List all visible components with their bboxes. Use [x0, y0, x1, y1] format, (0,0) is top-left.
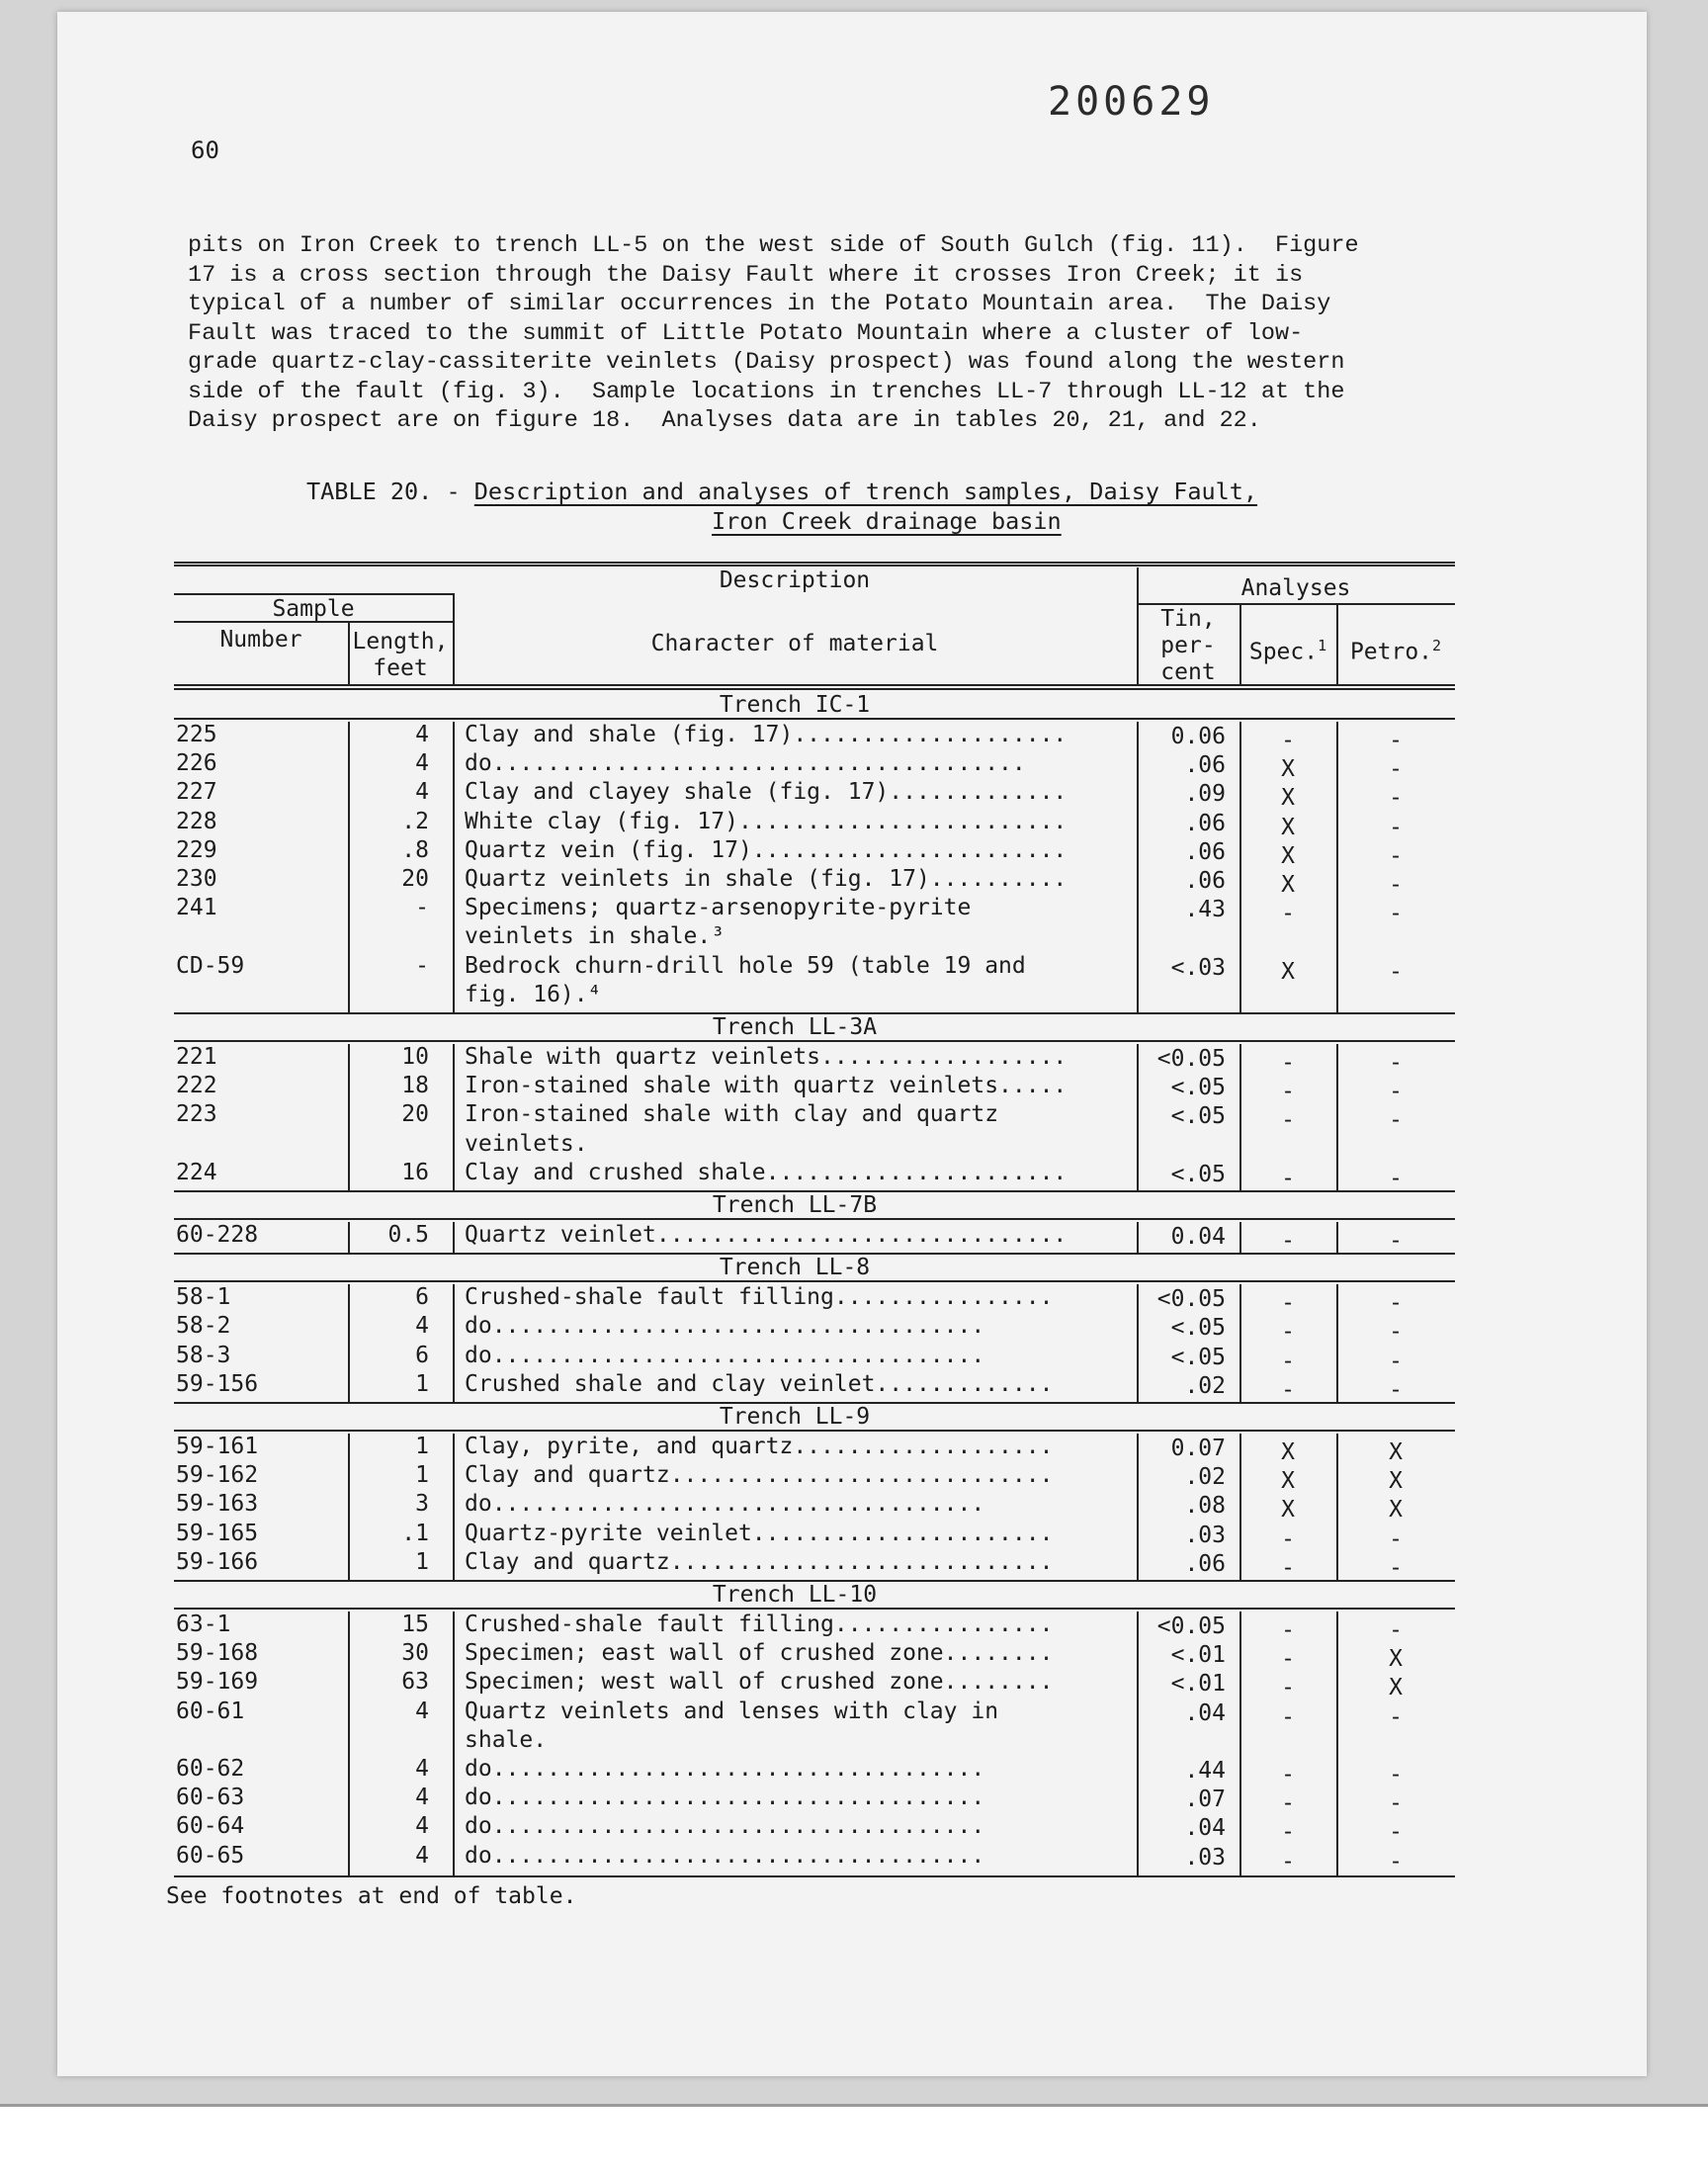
sample-length: - — [415, 895, 429, 921]
spec-analysis: - — [1281, 1079, 1295, 1105]
tin-percent: <.05 — [1170, 1161, 1226, 1187]
material-description: Crushed-shale fault filling................ — [465, 1284, 1054, 1311]
material-description: Crushed-shale fault filling................ — [465, 1612, 1054, 1637]
material-description: Crushed shale and clay veinlet............. — [465, 1370, 1054, 1397]
sample-length: 4 — [415, 1756, 429, 1782]
sample-length: 4 — [415, 750, 429, 777]
sample-length: 4 — [415, 779, 429, 806]
caption-line-1 — [306, 477, 1257, 506]
intro-line: side of the fault (fig. 3). Sample locations in trenches LL-7 through LL-12 at the — [188, 378, 1345, 405]
spec-analysis: X — [1281, 785, 1295, 812]
column-rule — [453, 1612, 455, 1875]
spec-analysis: X — [1281, 1497, 1295, 1524]
column-rule — [1137, 1434, 1139, 1580]
section-rule — [174, 1430, 1455, 1432]
spec-analysis: X — [1281, 756, 1295, 783]
header-bottom-rule — [174, 684, 1455, 686]
spec-analysis: - — [1281, 1348, 1295, 1374]
caption-line-2 — [712, 506, 1062, 536]
sample-number: 59-169 — [176, 1669, 259, 1696]
material-description: Clay and clayey shale (fig. 17)............. — [465, 779, 1068, 806]
column-rule — [348, 1222, 350, 1253]
header-sample: Sample — [272, 596, 355, 622]
sample-number: CD-59 — [176, 952, 245, 979]
material-description: Specimen; west wall of crushed zone........ — [465, 1669, 1054, 1696]
data-table — [166, 562, 1455, 1916]
sample-length: 15 — [401, 1612, 429, 1637]
section-heading: Trench IC-1 — [719, 692, 871, 718]
section-heading: Trench LL-10 — [712, 1582, 878, 1608]
petro-analysis: - — [1389, 814, 1403, 840]
analyses-rule — [1137, 603, 1455, 605]
tin-percent: .06 — [1184, 752, 1226, 779]
sample-length: .8 — [401, 836, 429, 863]
column-rule — [1336, 722, 1338, 1012]
header-length-1: Length, — [352, 629, 449, 654]
column-rule — [1336, 1434, 1338, 1580]
sample-number: 224 — [176, 1159, 217, 1185]
material-description: veinlets in shale.³ — [465, 923, 726, 950]
column-rule — [1336, 1044, 1338, 1190]
petro-analysis: - — [1389, 728, 1403, 753]
section-heading: Trench LL-7B — [712, 1192, 878, 1218]
sample-length: 30 — [401, 1640, 429, 1667]
caption-title-1: Description and analyses of trench samples, Daisy Fault, — [473, 478, 1258, 505]
spec-analysis: - — [1281, 1050, 1295, 1076]
table-top-rule — [174, 562, 1455, 564]
intro-line: Fault was traced to the summit of Little Potato Mountain where a cluster of low- — [188, 319, 1304, 347]
sample-length: 6 — [415, 1284, 429, 1311]
material-description: Clay and crushed shale...................... — [465, 1159, 1068, 1185]
sample-length: 4 — [415, 1698, 429, 1724]
material-description: Quartz veinlets in shale (fig. 17).......... — [465, 866, 1068, 892]
sample-number: 59-168 — [176, 1640, 259, 1667]
sample-number: 59-156 — [176, 1370, 259, 1397]
header-spec — [1239, 633, 1336, 665]
document-stamp: 200629 — [1048, 79, 1215, 125]
petro-analysis: - — [1389, 1819, 1403, 1846]
sample-number: 58-2 — [176, 1313, 231, 1340]
tin-percent: <.03 — [1170, 954, 1226, 981]
petro-analysis: - — [1389, 1376, 1403, 1403]
tin-percent: .06 — [1184, 810, 1226, 836]
tin-percent: .06 — [1184, 868, 1226, 894]
petro-analysis: - — [1389, 785, 1403, 812]
column-rule — [1336, 1222, 1338, 1253]
sample-length: .2 — [401, 808, 429, 834]
sample-length: 6 — [415, 1342, 429, 1368]
sample-number: 59-161 — [176, 1434, 259, 1459]
column-rule — [1137, 1044, 1139, 1190]
petro-analysis: X — [1389, 1497, 1403, 1524]
sample-rule — [174, 593, 453, 595]
column-rule — [348, 722, 350, 1012]
petro-analysis: - — [1389, 1617, 1403, 1643]
spec-analysis: - — [1281, 1525, 1295, 1552]
header-spec-footnote: 1 — [1318, 637, 1327, 654]
material-description: do....................................... — [465, 750, 1026, 777]
tin-percent: .02 — [1184, 1464, 1226, 1491]
tin-percent: .07 — [1184, 1786, 1226, 1813]
section-rule — [174, 1608, 1455, 1610]
tin-percent: .44 — [1184, 1758, 1226, 1784]
column-rule — [1239, 1434, 1241, 1580]
tin-percent: .04 — [1184, 1815, 1226, 1842]
petro-analysis: - — [1389, 1050, 1403, 1076]
spec-analysis: X — [1281, 842, 1295, 869]
petro-analysis: - — [1389, 1079, 1403, 1105]
sample-number: 228 — [176, 808, 217, 834]
sample-number: 60-61 — [176, 1698, 245, 1724]
petro-analysis: - — [1389, 1290, 1403, 1317]
sample-number: 58-3 — [176, 1342, 231, 1368]
spec-analysis: - — [1281, 1819, 1295, 1846]
material-description: Clay and quartz............................ — [465, 1548, 1054, 1575]
sample-number: 226 — [176, 750, 217, 777]
tin-percent: 0.06 — [1170, 724, 1226, 749]
intro-line: 17 is a cross section through the Daisy Fault where it crosses Iron Creek; it is — [188, 261, 1304, 289]
intro-line: Daisy prospect are on figure 18. Analyses data are in tables 20, 21, and 22. — [188, 407, 1261, 434]
tin-percent: .06 — [1184, 838, 1226, 865]
petro-analysis: - — [1389, 1703, 1403, 1730]
sample-number: 60-65 — [176, 1842, 245, 1869]
sample-length: 1 — [415, 1548, 429, 1575]
column-rule — [348, 1284, 350, 1402]
header-petro — [1336, 633, 1455, 665]
column-rule — [453, 1222, 455, 1253]
sample-length: 1 — [415, 1462, 429, 1489]
column-rule — [1137, 1284, 1139, 1402]
material-description: White clay (fig. 17)........................ — [465, 808, 1068, 834]
column-rule — [348, 1612, 350, 1875]
material-description: do.................................... — [465, 1342, 985, 1368]
section-rule — [174, 1040, 1455, 1042]
column-rule — [453, 1044, 455, 1190]
petro-analysis: - — [1389, 1848, 1403, 1874]
material-description: Quartz-pyrite veinlet...................... — [465, 1520, 1054, 1546]
header-spec-label: Spec. — [1248, 639, 1319, 665]
header-character: Character of material — [650, 631, 939, 656]
bottom-strip — [0, 2104, 1708, 2178]
petro-analysis: - — [1389, 1554, 1403, 1581]
header-number: Number — [219, 627, 302, 653]
tin-percent: .03 — [1184, 1844, 1226, 1871]
header-tin-3: cent — [1160, 659, 1216, 685]
petro-analysis: X — [1389, 1675, 1403, 1701]
material-description: veinlets. — [465, 1130, 588, 1157]
intro-line: grade quartz-clay-cassiterite veinlets (Daisy prospect) was found along the western — [188, 349, 1345, 376]
intro-line: pits on Iron Creek to trench LL-5 on the west side of South Gulch (fig. 11). Figure — [188, 232, 1359, 259]
sample-length: 20 — [401, 1101, 429, 1128]
header-analyses: Analyses — [1240, 575, 1351, 601]
material-description: Quartz vein (fig. 17)....................... — [465, 836, 1068, 863]
spec-analysis: - — [1281, 901, 1295, 927]
sample-length: 16 — [401, 1159, 429, 1185]
tin-percent: .06 — [1184, 1550, 1226, 1577]
column-rule — [453, 722, 455, 1012]
section-heading: Trench LL-8 — [719, 1255, 871, 1281]
sample-number: 59-166 — [176, 1548, 259, 1575]
sample-number: 60-64 — [176, 1813, 245, 1840]
sample-number: 60-63 — [176, 1785, 245, 1811]
tin-percent: .43 — [1184, 897, 1226, 923]
material-description: Quartz veinlets and lenses with clay in — [465, 1698, 999, 1724]
sample-number: 223 — [176, 1101, 217, 1128]
sample-number: 60-62 — [176, 1756, 245, 1782]
column-rule — [1336, 1284, 1338, 1402]
sample-length: 10 — [401, 1044, 429, 1070]
material-description: Iron-stained shale with quartz veinlets..... — [465, 1073, 1068, 1099]
column-rule — [1239, 1284, 1241, 1402]
sample-number: 60-228 — [176, 1222, 259, 1248]
tin-percent: <0.05 — [1156, 1046, 1226, 1072]
sample-number: 59-162 — [176, 1462, 259, 1489]
tin-percent: <.05 — [1170, 1315, 1226, 1342]
column-rule — [348, 1044, 350, 1190]
column-rule — [453, 1434, 455, 1580]
sample-length: .1 — [401, 1520, 429, 1546]
sample-length: 1 — [415, 1370, 429, 1397]
petro-analysis: - — [1389, 1165, 1403, 1191]
tin-percent: <.01 — [1170, 1671, 1226, 1698]
sample-length: 63 — [401, 1669, 429, 1696]
material-description: do.................................... — [465, 1756, 985, 1782]
tin-percent: .08 — [1184, 1493, 1226, 1520]
sample-length: 3 — [415, 1491, 429, 1518]
header-description: Description — [719, 567, 871, 593]
spec-analysis: - — [1281, 1646, 1295, 1673]
material-description: Clay and quartz............................ — [465, 1462, 1054, 1489]
header-tin-1: Tin, — [1160, 606, 1216, 632]
sample-length: 20 — [401, 866, 429, 892]
material-description: do.................................... — [465, 1313, 985, 1340]
petro-analysis: X — [1389, 1468, 1403, 1495]
spec-analysis: - — [1281, 1790, 1295, 1817]
sample-number: 59-165 — [176, 1520, 259, 1546]
column-rule — [1239, 1044, 1241, 1190]
sample-number: 63-1 — [176, 1612, 231, 1637]
petro-analysis: - — [1389, 1525, 1403, 1552]
petro-analysis: - — [1389, 1107, 1403, 1134]
material-description: do.................................... — [465, 1491, 985, 1518]
sample-number: 225 — [176, 722, 217, 747]
spec-analysis: X — [1281, 872, 1295, 898]
petro-analysis: - — [1389, 1228, 1403, 1254]
sample-length: 1 — [415, 1434, 429, 1459]
spec-analysis: - — [1281, 1554, 1295, 1581]
spec-analysis: X — [1281, 814, 1295, 840]
material-description: Bedrock churn-drill hole 59 (table 19 and — [465, 952, 1026, 979]
sample-length: 4 — [415, 1842, 429, 1869]
column-rule — [1137, 1612, 1139, 1875]
tin-percent: .09 — [1184, 781, 1226, 808]
tin-percent: <0.05 — [1156, 1286, 1226, 1313]
section-rule — [174, 718, 1455, 720]
tin-percent: <.05 — [1170, 1075, 1226, 1101]
spec-analysis: X — [1281, 958, 1295, 985]
sample-length: 4 — [415, 722, 429, 747]
section-heading: Trench LL-9 — [719, 1404, 871, 1430]
material-description: do.................................... — [465, 1842, 985, 1869]
column-rule — [348, 1434, 350, 1580]
header-tin-2: per- — [1160, 633, 1216, 658]
tin-percent: <0.05 — [1156, 1613, 1226, 1639]
tin-percent: <.01 — [1170, 1642, 1226, 1669]
petro-analysis: - — [1389, 958, 1403, 985]
tin-percent: <.05 — [1170, 1344, 1226, 1370]
material-description: do.................................... — [465, 1813, 985, 1840]
table-top-rule — [174, 565, 1455, 566]
material-description: Clay, pyrite, and quartz................... — [465, 1434, 1054, 1459]
header-bottom-rule — [174, 688, 1455, 690]
spec-analysis: X — [1281, 1439, 1295, 1465]
column-rule — [1137, 722, 1139, 1012]
petro-analysis: - — [1389, 842, 1403, 869]
spec-analysis: - — [1281, 1290, 1295, 1317]
caption-title-2: Iron Creek drainage basin — [712, 507, 1062, 535]
spec-analysis: - — [1281, 728, 1295, 753]
tin-percent: 0.04 — [1170, 1224, 1226, 1250]
petro-analysis: - — [1389, 756, 1403, 783]
column-rule — [453, 1284, 455, 1402]
spec-analysis: - — [1281, 1319, 1295, 1346]
tin-percent: .03 — [1184, 1522, 1226, 1548]
intro-paragraph — [188, 231, 1453, 436]
petro-analysis: - — [1389, 901, 1403, 927]
sample-number: 58-1 — [176, 1284, 231, 1311]
header-petro-footnote: 2 — [1432, 637, 1442, 654]
petro-analysis: - — [1389, 1319, 1403, 1346]
column-rule — [1239, 722, 1241, 1012]
tin-percent: <.05 — [1170, 1103, 1226, 1130]
spec-analysis: - — [1281, 1617, 1295, 1643]
tin-percent: 0.07 — [1170, 1436, 1226, 1461]
column-rule — [1239, 1222, 1241, 1253]
section-rule — [174, 1218, 1455, 1220]
sample-number: 222 — [176, 1073, 217, 1099]
intro-line: typical of a number of similar occurrences in the Potato Mountain area. The Daisy — [188, 291, 1331, 317]
spec-analysis: - — [1281, 1107, 1295, 1134]
material-description: Specimens; quartz-arsenopyrite-pyrite — [465, 895, 972, 921]
column-rule — [1336, 1612, 1338, 1875]
sample-length: - — [415, 952, 429, 979]
sample-length: 18 — [401, 1073, 429, 1099]
sample-number: 221 — [176, 1044, 217, 1070]
sample-number: 241 — [176, 895, 217, 921]
spec-analysis: X — [1281, 1468, 1295, 1495]
spec-analysis: - — [1281, 1762, 1295, 1787]
spec-analysis: - — [1281, 1165, 1295, 1191]
section-heading: Trench LL-3A — [712, 1014, 878, 1040]
petro-analysis: - — [1389, 1790, 1403, 1817]
petro-analysis: - — [1389, 1762, 1403, 1787]
material-description: Quartz veinlet.............................. — [465, 1222, 1068, 1248]
column-rule — [1239, 1612, 1241, 1875]
spec-analysis: - — [1281, 1376, 1295, 1403]
tin-percent: .04 — [1184, 1699, 1226, 1726]
sample-length: 4 — [415, 1813, 429, 1840]
spec-analysis: - — [1281, 1848, 1295, 1874]
header-petro-label: Petro. — [1349, 639, 1433, 665]
material-description: shale. — [465, 1726, 548, 1753]
sample-length: 4 — [415, 1313, 429, 1340]
sample-number: 59-163 — [176, 1491, 259, 1518]
petro-analysis: X — [1389, 1439, 1403, 1465]
petro-analysis: - — [1389, 1348, 1403, 1374]
sample-number: 227 — [176, 779, 217, 806]
material-description: Specimen; east wall of crushed zone........ — [465, 1640, 1054, 1667]
section-rule — [174, 1280, 1455, 1282]
material-description: Iron-stained shale with clay and quartz — [465, 1101, 999, 1128]
table-footer: See footnotes at end of table. — [166, 1882, 577, 1909]
sample-length: 0.5 — [387, 1222, 429, 1248]
caption-prefix: TABLE 20. - — [306, 478, 474, 505]
material-description: do.................................... — [465, 1785, 985, 1811]
material-description: fig. 16).⁴ — [465, 981, 602, 1007]
section-bottom-rule — [174, 1875, 1455, 1877]
header-length-2: feet — [373, 655, 428, 681]
page-number: 60 — [191, 136, 219, 164]
spec-analysis: - — [1281, 1228, 1295, 1254]
spec-analysis: - — [1281, 1675, 1295, 1701]
sample-number: 229 — [176, 836, 217, 863]
material-description: Shale with quartz veinlets.................. — [465, 1044, 1068, 1070]
sample-number: 230 — [176, 866, 217, 892]
material-description: Clay and shale (fig. 17).................... — [465, 722, 1068, 747]
tin-percent: .02 — [1184, 1372, 1226, 1399]
petro-analysis: - — [1389, 872, 1403, 898]
spec-analysis: - — [1281, 1703, 1295, 1730]
petro-analysis: X — [1389, 1646, 1403, 1673]
column-rule — [1137, 1222, 1139, 1253]
sample-length: 4 — [415, 1785, 429, 1811]
